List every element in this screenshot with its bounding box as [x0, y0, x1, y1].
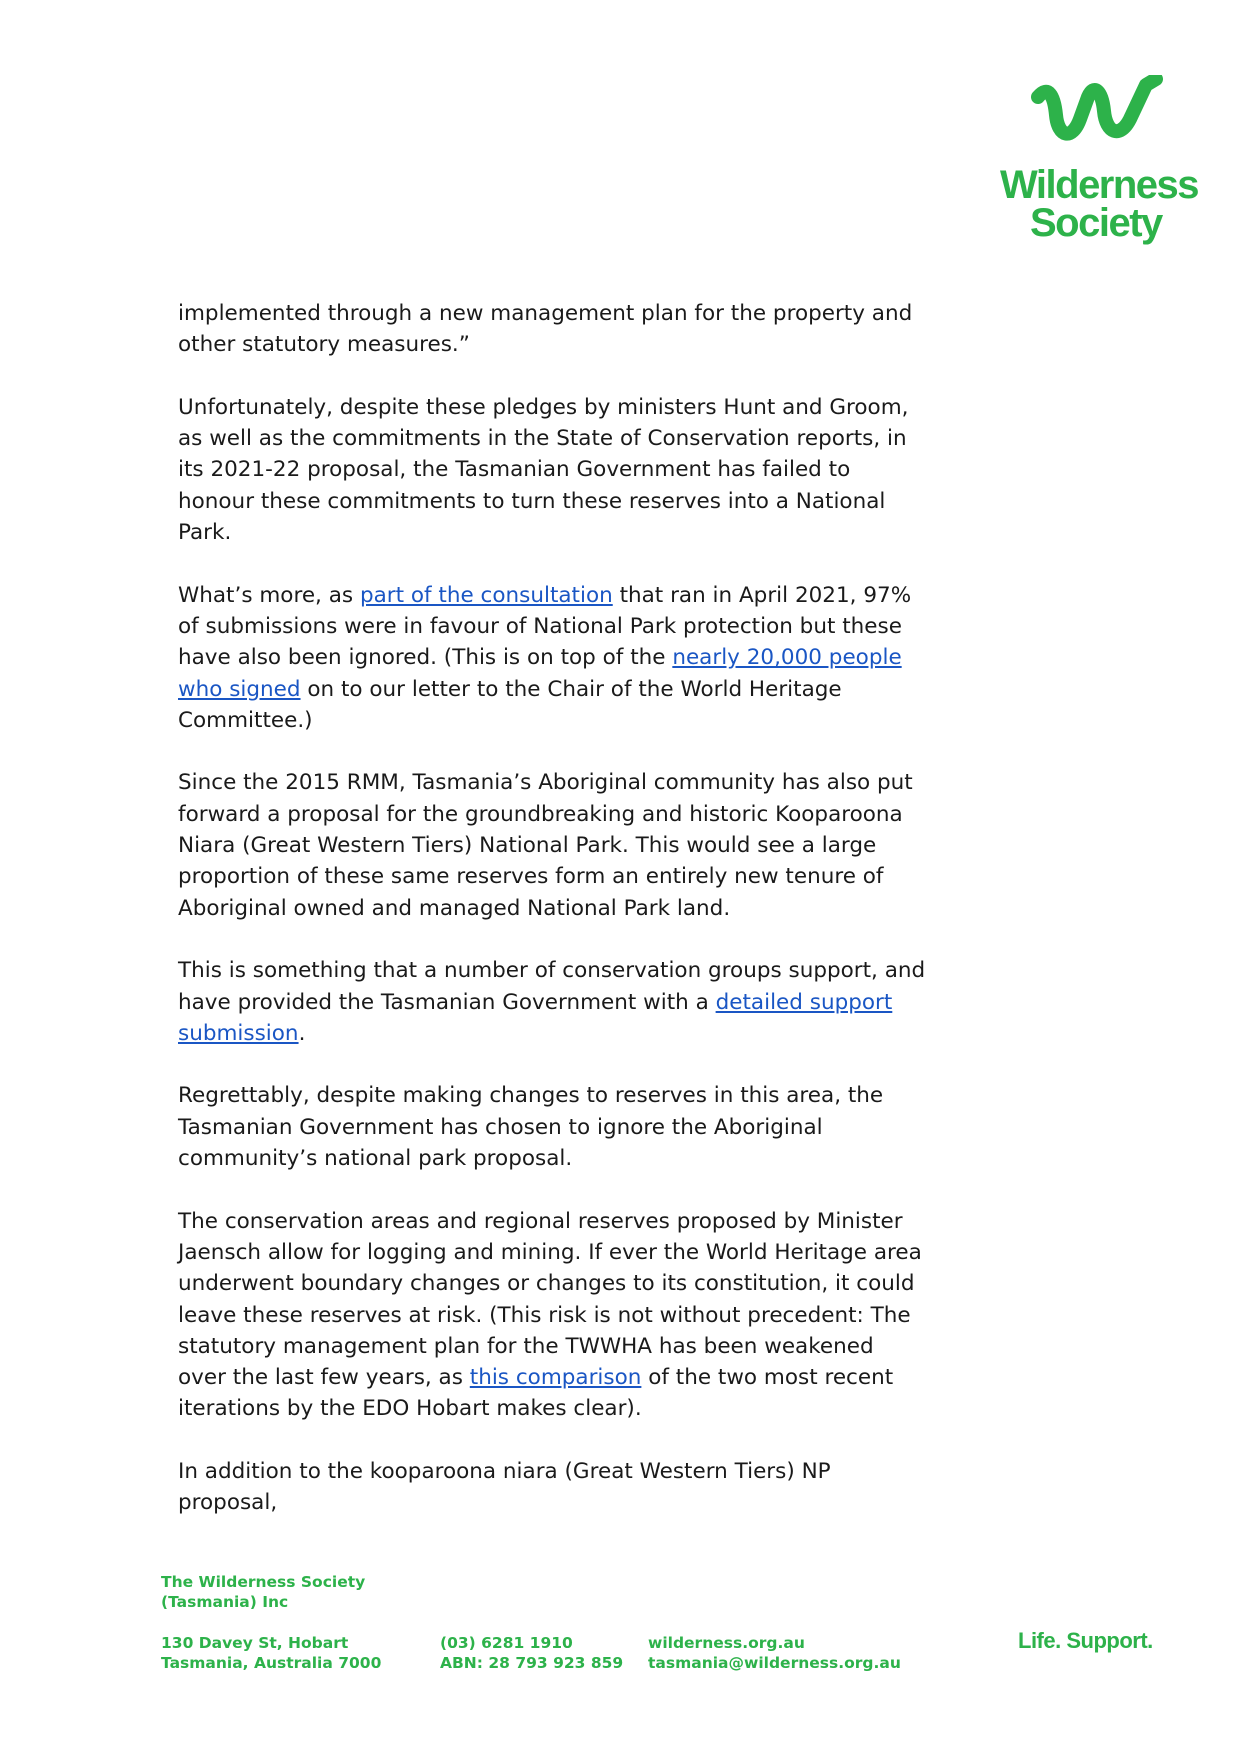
footer-tagline: Life. Support.: [1018, 1628, 1153, 1653]
logo-wordmark-line1: Wilderness: [1000, 163, 1199, 207]
inline-link[interactable]: detailed support submission: [178, 989, 893, 1046]
inline-link[interactable]: part of the consultation: [359, 582, 613, 608]
paragraph-text: on to our letter to the Chair of the World Heritage Committee.): [178, 676, 842, 733]
wilderness-society-logo: [1000, 75, 1210, 250]
paragraph-text: The conservation areas and regional reserves proposed by Minister Jaensch allow for logging and mining. If ever the World Heritage area underwent boundary changes or changes to its constitution, it could leave these reserves at risk. (This risk is not without precedent: The statutory management plan for the TWWHA has been weakened over the last few years, as: [178, 1208, 922, 1391]
inline-link[interactable]: this comparison: [469, 1365, 642, 1391]
paragraph-text: implemented through a new management plan for the property and other statutory measures.”: [178, 301, 913, 358]
inline-link[interactable]: nearly 20,000 people who signed: [178, 645, 902, 702]
org-name: The Wilderness Society: [161, 1573, 366, 1591]
body-paragraph: [178, 767, 928, 923]
logo-wordmark-line2: Society: [1030, 201, 1162, 245]
body-paragraph: [178, 955, 928, 1049]
paragraph-text: Unfortunately, despite these pledges by ministers Hunt and Groom, as well as the commitments in the State of Conservation reports, in its 2021-22 proposal, the Tasmanian Government has failed to honour these commitments to turn these reserves into a National Park.: [178, 394, 909, 546]
body-paragraph: [178, 1206, 928, 1425]
paragraph-text: that ran in April 2021, 97% of submissions were in favour of National Park protection but these have also been ignored. (This is on top of the: [178, 582, 912, 671]
w-mark-icon: [1030, 75, 1170, 155]
website-link[interactable]: wilderness.org.au: [648, 1634, 805, 1652]
street-address: 130 Davey St, Hobart: [161, 1634, 349, 1652]
body-paragraph: [178, 298, 928, 361]
body-paragraph: [178, 580, 928, 736]
phone-number: (03) 6281 1910: [440, 1634, 573, 1652]
paragraph-text: What’s more, as: [178, 582, 360, 608]
footer-organisation: [161, 1572, 365, 1612]
email-link[interactable]: tasmania@wilderness.org.au: [648, 1654, 901, 1672]
paragraph-text: Since the 2015 RMM, Tasmania’s Aboriginal community has also put forward a proposal for the groundbreaking and historic Kooparoona Niara (Great Western Tiers) National Park. This would see a large proportion of these same reserves form an entirely new tenure of Aboriginal owned and managed National Park land.: [178, 770, 913, 921]
footer-address: [161, 1633, 381, 1673]
org-suffix: (Tasmania) Inc: [161, 1593, 289, 1611]
body-paragraph: [178, 392, 928, 548]
paragraph-text: of the two most recent iterations by the EDO Hobart makes clear).: [178, 1365, 894, 1422]
paragraph-text: .: [298, 1020, 306, 1046]
body-paragraph: [178, 1080, 928, 1174]
paragraph-text: In addition to the kooparoona niara (Great Western Tiers) NP proposal,: [178, 1458, 831, 1516]
paragraph-text: This is something that a number of conservation groups support, and have provided the Tasmanian Government with a: [178, 958, 926, 1015]
footer-online: [648, 1633, 901, 1673]
abn-number: ABN: 28 793 923 859: [440, 1654, 624, 1672]
body-paragraph: [178, 1456, 928, 1519]
footer-contact: [440, 1633, 623, 1673]
state-postcode: Tasmania, Australia 7000: [161, 1654, 382, 1672]
paragraph-text: Regrettably, despite making changes to reserves in this area, the Tasmanian Government has chosen to ignore the Aboriginal community’s national park proposal.: [178, 1083, 884, 1172]
letter-body: [178, 298, 928, 1550]
